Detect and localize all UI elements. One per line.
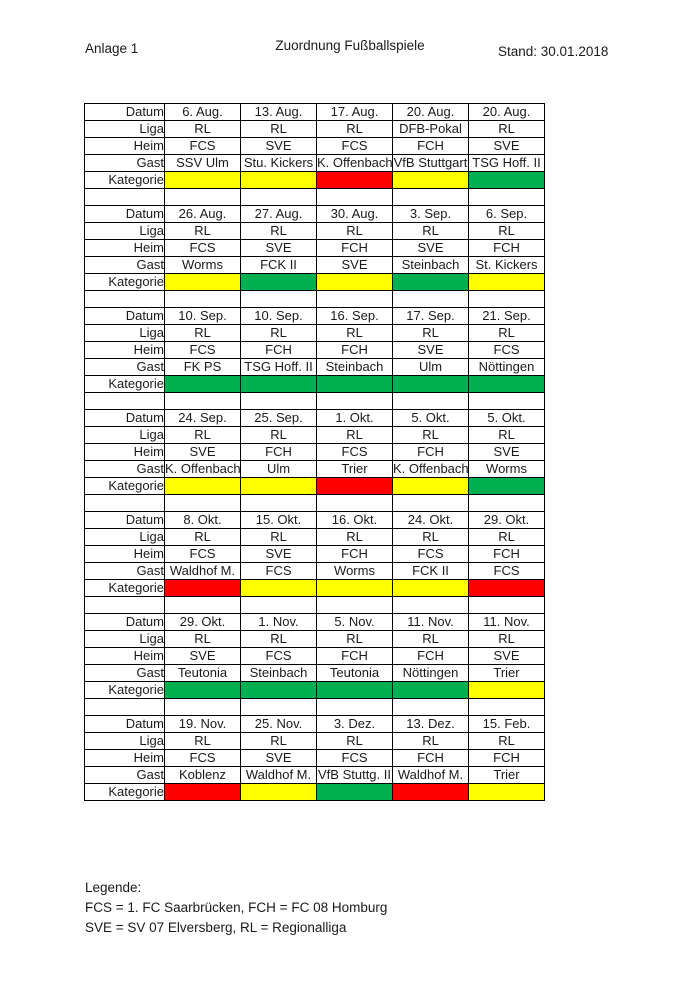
separator-cell bbox=[317, 393, 393, 410]
row-label-heim: Heim bbox=[85, 444, 165, 461]
datum-cell: 21. Sep. bbox=[469, 308, 545, 325]
liga-cell: RL bbox=[241, 733, 317, 750]
gast-cell: Worms bbox=[317, 563, 393, 580]
liga-cell: RL bbox=[469, 631, 545, 648]
liga-cell: RL bbox=[469, 733, 545, 750]
separator-cell bbox=[241, 699, 317, 716]
separator-cell bbox=[393, 291, 469, 308]
schedule-row-heim bbox=[85, 444, 545, 461]
liga-cell: RL bbox=[469, 529, 545, 546]
datum-cell: 29. Okt. bbox=[469, 512, 545, 529]
datum-cell: 5. Nov. bbox=[317, 614, 393, 631]
liga-cell: RL bbox=[393, 631, 469, 648]
kategorie-cell bbox=[317, 580, 393, 597]
schedule-row-kategorie bbox=[85, 784, 545, 801]
heim-cell: FCH bbox=[393, 750, 469, 767]
kategorie-cell bbox=[241, 478, 317, 495]
liga-cell: RL bbox=[469, 325, 545, 342]
kategorie-cell bbox=[165, 274, 241, 291]
heim-cell: SVE bbox=[393, 342, 469, 359]
liga-cell: RL bbox=[241, 631, 317, 648]
gast-cell: Steinbach bbox=[317, 359, 393, 376]
schedule-row-datum bbox=[85, 104, 545, 121]
kategorie-cell bbox=[317, 274, 393, 291]
gast-cell: Stu. Kickers bbox=[241, 155, 317, 172]
row-label-kategorie: Kategorie bbox=[85, 682, 165, 699]
datum-cell: 27. Aug. bbox=[241, 206, 317, 223]
schedule-row-gast bbox=[85, 767, 545, 784]
separator-cell bbox=[317, 291, 393, 308]
kategorie-cell bbox=[317, 784, 393, 801]
liga-cell: RL bbox=[165, 529, 241, 546]
separator-cell bbox=[165, 393, 241, 410]
gast-cell: Steinbach bbox=[241, 665, 317, 682]
liga-cell: RL bbox=[165, 121, 241, 138]
datum-cell: 26. Aug. bbox=[165, 206, 241, 223]
datum-cell: 6. Aug. bbox=[165, 104, 241, 121]
kategorie-cell bbox=[165, 580, 241, 597]
schedule-row-liga bbox=[85, 223, 545, 240]
row-label-datum: Datum bbox=[85, 512, 165, 529]
datum-cell: 24. Okt. bbox=[393, 512, 469, 529]
kategorie-cell bbox=[393, 274, 469, 291]
separator-cell bbox=[241, 291, 317, 308]
schedule-row-heim bbox=[85, 546, 545, 563]
heim-cell: FCS bbox=[165, 138, 241, 155]
separator-cell bbox=[165, 699, 241, 716]
kategorie-cell bbox=[165, 784, 241, 801]
gast-cell: FCS bbox=[241, 563, 317, 580]
schedule-row-kategorie bbox=[85, 682, 545, 699]
datum-cell: 13. Aug. bbox=[241, 104, 317, 121]
liga-cell: RL bbox=[469, 121, 545, 138]
row-label-kategorie: Kategorie bbox=[85, 172, 165, 189]
liga-cell: RL bbox=[469, 427, 545, 444]
kategorie-cell bbox=[469, 376, 545, 393]
row-label-gast: Gast bbox=[85, 563, 165, 580]
heim-cell: FCH bbox=[317, 342, 393, 359]
row-label-gast: Gast bbox=[85, 665, 165, 682]
heim-cell: FCH bbox=[241, 342, 317, 359]
datum-cell: 16. Okt. bbox=[317, 512, 393, 529]
datum-cell: 29. Okt. bbox=[165, 614, 241, 631]
kategorie-cell bbox=[393, 172, 469, 189]
datum-cell: 1. Okt. bbox=[317, 410, 393, 427]
separator-row bbox=[85, 393, 545, 410]
liga-cell: RL bbox=[165, 733, 241, 750]
datum-cell: 16. Sep. bbox=[317, 308, 393, 325]
row-label-heim: Heim bbox=[85, 546, 165, 563]
separator-cell bbox=[85, 393, 165, 410]
gast-cell: K. Offenbach bbox=[393, 461, 469, 476]
separator-cell bbox=[317, 495, 393, 512]
separator-cell bbox=[241, 393, 317, 410]
heim-cell: SVE bbox=[241, 240, 317, 257]
heim-cell: FCH bbox=[317, 240, 393, 257]
kategorie-cell bbox=[393, 784, 469, 801]
datum-cell: 15. Feb. bbox=[469, 716, 545, 733]
gast-cell: Steinbach bbox=[393, 257, 469, 274]
separator-cell bbox=[85, 495, 165, 512]
row-label-datum: Datum bbox=[85, 410, 165, 427]
heim-cell: SVE bbox=[469, 648, 545, 665]
gast-cell: Waldhof M. bbox=[241, 767, 317, 784]
separator-cell bbox=[469, 291, 545, 308]
gast-cell: Nöttingen bbox=[469, 359, 545, 376]
separator-cell bbox=[165, 189, 241, 206]
separator-cell bbox=[241, 189, 317, 206]
schedule-row-datum bbox=[85, 308, 545, 325]
row-label-heim: Heim bbox=[85, 138, 165, 155]
legend-line: FCS = 1. FC Saarbrücken, FCH = FC 08 Homburg bbox=[85, 900, 388, 915]
kategorie-cell bbox=[469, 784, 545, 801]
gast-cell: FCK II bbox=[393, 563, 469, 580]
row-label-gast: Gast bbox=[85, 461, 165, 478]
kategorie-cell bbox=[165, 376, 241, 393]
heim-cell: SVE bbox=[393, 240, 469, 257]
separator-cell bbox=[85, 699, 165, 716]
schedule-row-heim bbox=[85, 750, 545, 767]
schedule-row-datum bbox=[85, 512, 545, 529]
row-label-heim: Heim bbox=[85, 648, 165, 665]
separator-cell bbox=[469, 699, 545, 716]
separator-cell bbox=[85, 291, 165, 308]
separator-cell bbox=[241, 495, 317, 512]
kategorie-cell bbox=[317, 478, 393, 495]
separator-cell bbox=[469, 189, 545, 206]
gast-cell: K. Offenbach bbox=[165, 461, 241, 476]
kategorie-cell bbox=[241, 682, 317, 699]
row-label-heim: Heim bbox=[85, 750, 165, 767]
liga-cell: RL bbox=[469, 223, 545, 240]
heim-cell: FCH bbox=[317, 648, 393, 665]
row-label-gast: Gast bbox=[85, 155, 165, 172]
liga-cell: RL bbox=[317, 733, 393, 750]
row-label-gast: Gast bbox=[85, 257, 165, 274]
datum-cell: 25. Sep. bbox=[241, 410, 317, 427]
kategorie-cell bbox=[469, 682, 545, 699]
liga-cell: RL bbox=[241, 427, 317, 444]
kategorie-cell bbox=[317, 682, 393, 699]
kategorie-cell bbox=[469, 172, 545, 189]
schedule-row-liga bbox=[85, 529, 545, 546]
separator-cell bbox=[85, 597, 165, 614]
kategorie-cell bbox=[393, 478, 469, 495]
heim-cell: FCS bbox=[317, 750, 393, 767]
row-label-datum: Datum bbox=[85, 104, 165, 121]
schedule-row-datum bbox=[85, 614, 545, 631]
heim-cell: FCH bbox=[469, 240, 545, 257]
separator-cell bbox=[393, 699, 469, 716]
gast-cell: FK PS bbox=[165, 359, 241, 376]
separator-cell bbox=[469, 495, 545, 512]
separator-cell bbox=[393, 495, 469, 512]
liga-cell: RL bbox=[165, 631, 241, 648]
kategorie-cell bbox=[241, 274, 317, 291]
separator-cell bbox=[393, 393, 469, 410]
gast-cell: Ulm bbox=[393, 359, 469, 376]
heim-cell: FCH bbox=[317, 546, 393, 563]
liga-cell: RL bbox=[393, 223, 469, 240]
schedule-row-gast bbox=[85, 155, 545, 172]
annex-label: Anlage 1 bbox=[85, 41, 139, 56]
datum-cell: 6. Sep. bbox=[469, 206, 545, 223]
kategorie-cell bbox=[393, 682, 469, 699]
gast-cell: Trier bbox=[469, 767, 545, 784]
row-label-liga: Liga bbox=[85, 631, 165, 648]
heim-cell: FCS bbox=[165, 546, 241, 563]
schedule-row-heim bbox=[85, 648, 545, 665]
row-label-datum: Datum bbox=[85, 206, 165, 223]
gast-cell: SVE bbox=[317, 257, 393, 274]
schedule-row-datum bbox=[85, 206, 545, 223]
liga-cell: RL bbox=[393, 325, 469, 342]
datum-cell: 5. Okt. bbox=[393, 410, 469, 427]
kategorie-cell bbox=[393, 376, 469, 393]
heim-cell: SVE bbox=[469, 444, 545, 461]
gast-cell: VfB Stuttgart bbox=[393, 155, 468, 170]
separator-cell bbox=[317, 699, 393, 716]
kategorie-cell bbox=[165, 172, 241, 189]
row-label-datum: Datum bbox=[85, 308, 165, 325]
kategorie-cell bbox=[317, 376, 393, 393]
separator-row bbox=[85, 291, 545, 308]
gast-cell: Koblenz bbox=[165, 767, 241, 784]
separator-row bbox=[85, 699, 545, 716]
separator-cell bbox=[469, 597, 545, 614]
datum-cell: 17. Aug. bbox=[317, 104, 393, 121]
schedule-row-liga bbox=[85, 427, 545, 444]
kategorie-cell bbox=[393, 580, 469, 597]
liga-cell: RL bbox=[317, 121, 393, 138]
schedule-row-datum bbox=[85, 410, 545, 427]
row-label-gast: Gast bbox=[85, 359, 165, 376]
separator-cell bbox=[241, 597, 317, 614]
separator-cell bbox=[165, 495, 241, 512]
kategorie-cell bbox=[165, 478, 241, 495]
liga-cell: RL bbox=[241, 121, 317, 138]
heim-cell: SVE bbox=[165, 444, 241, 461]
gast-cell: Teutonia bbox=[165, 665, 241, 682]
row-label-heim: Heim bbox=[85, 240, 165, 257]
kategorie-cell bbox=[241, 172, 317, 189]
datum-cell: 8. Okt. bbox=[165, 512, 241, 529]
liga-cell: RL bbox=[241, 223, 317, 240]
heim-cell: FCS bbox=[165, 240, 241, 257]
datum-cell: 3. Sep. bbox=[393, 206, 469, 223]
schedule-row-liga bbox=[85, 631, 545, 648]
liga-cell: RL bbox=[165, 427, 241, 444]
datum-cell: 10. Sep. bbox=[241, 308, 317, 325]
row-label-gast: Gast bbox=[85, 767, 165, 784]
liga-cell: RL bbox=[165, 223, 241, 240]
separator-row bbox=[85, 189, 545, 206]
row-label-liga: Liga bbox=[85, 121, 165, 138]
liga-cell: RL bbox=[393, 733, 469, 750]
liga-cell: RL bbox=[317, 223, 393, 240]
heim-cell: FCH bbox=[469, 750, 545, 767]
datum-cell: 20. Aug. bbox=[393, 104, 469, 121]
schedule-row-heim bbox=[85, 342, 545, 359]
kategorie-cell bbox=[165, 682, 241, 699]
schedule-row-kategorie bbox=[85, 172, 545, 189]
liga-cell: DFB-Pokal bbox=[393, 121, 469, 138]
gast-cell: Waldhof M. bbox=[165, 563, 241, 580]
schedule-table bbox=[84, 103, 545, 801]
liga-cell: RL bbox=[393, 529, 469, 546]
row-label-kategorie: Kategorie bbox=[85, 784, 165, 801]
row-label-kategorie: Kategorie bbox=[85, 376, 165, 393]
row-label-datum: Datum bbox=[85, 716, 165, 733]
heim-cell: SVE bbox=[469, 138, 545, 155]
schedule-row-kategorie bbox=[85, 478, 545, 495]
legend-line: SVE = SV 07 Elversberg, RL = Regionalliga bbox=[85, 920, 347, 935]
kategorie-cell bbox=[469, 580, 545, 597]
datum-cell: 20. Aug. bbox=[469, 104, 545, 121]
schedule-row-liga bbox=[85, 121, 545, 138]
datum-cell: 3. Dez. bbox=[317, 716, 393, 733]
schedule-row-gast bbox=[85, 665, 545, 682]
gast-cell: TSG Hoff. II bbox=[241, 359, 317, 376]
row-label-liga: Liga bbox=[85, 223, 165, 240]
row-label-liga: Liga bbox=[85, 325, 165, 342]
gast-cell: Waldhof M. bbox=[393, 767, 469, 784]
datum-cell: 25. Nov. bbox=[241, 716, 317, 733]
page-title: Zuordnung Fußballspiele bbox=[275, 38, 425, 53]
gast-cell: Worms bbox=[165, 257, 241, 274]
heim-cell: FCH bbox=[393, 138, 469, 155]
row-label-kategorie: Kategorie bbox=[85, 478, 165, 495]
datum-cell: 10. Sep. bbox=[165, 308, 241, 325]
separator-cell bbox=[393, 597, 469, 614]
datum-cell: 1. Nov. bbox=[241, 614, 317, 631]
gast-cell: Ulm bbox=[241, 461, 317, 478]
schedule-table-container bbox=[84, 103, 545, 801]
row-label-liga: Liga bbox=[85, 529, 165, 546]
gast-cell: K. Offenbach bbox=[317, 155, 393, 170]
schedule-row-datum bbox=[85, 716, 545, 733]
datum-cell: 5. Okt. bbox=[469, 410, 545, 427]
row-label-datum: Datum bbox=[85, 614, 165, 631]
kategorie-cell bbox=[469, 274, 545, 291]
heim-cell: FCS bbox=[241, 648, 317, 665]
heim-cell: FCS bbox=[393, 546, 469, 563]
gast-cell: FCS bbox=[469, 563, 545, 580]
schedule-row-liga bbox=[85, 733, 545, 750]
liga-cell: RL bbox=[317, 325, 393, 342]
row-label-heim: Heim bbox=[85, 342, 165, 359]
separator-cell bbox=[317, 189, 393, 206]
schedule-row-kategorie bbox=[85, 274, 545, 291]
kategorie-cell bbox=[317, 172, 393, 189]
separator-cell bbox=[317, 597, 393, 614]
heim-cell: SVE bbox=[241, 750, 317, 767]
separator-row bbox=[85, 597, 545, 614]
liga-cell: RL bbox=[393, 427, 469, 444]
row-label-kategorie: Kategorie bbox=[85, 580, 165, 597]
heim-cell: FCS bbox=[165, 342, 241, 359]
heim-cell: FCS bbox=[165, 750, 241, 767]
legend-title: Legende: bbox=[85, 880, 142, 895]
gast-cell: SSV Ulm bbox=[165, 155, 241, 172]
row-label-liga: Liga bbox=[85, 733, 165, 750]
liga-cell: RL bbox=[317, 529, 393, 546]
row-label-kategorie: Kategorie bbox=[85, 274, 165, 291]
separator-cell bbox=[85, 189, 165, 206]
datum-cell: 11. Nov. bbox=[393, 614, 469, 631]
heim-cell: SVE bbox=[241, 546, 317, 563]
gast-cell: Trier bbox=[317, 461, 393, 478]
heim-cell: FCH bbox=[241, 444, 317, 461]
heim-cell: FCH bbox=[393, 444, 469, 461]
kategorie-cell bbox=[241, 784, 317, 801]
row-label-liga: Liga bbox=[85, 427, 165, 444]
kategorie-cell bbox=[241, 376, 317, 393]
liga-cell: RL bbox=[241, 325, 317, 342]
gast-cell: VfB Stuttg. II bbox=[318, 767, 391, 782]
gast-cell: FCK II bbox=[241, 257, 317, 274]
gast-cell: Trier bbox=[469, 665, 545, 682]
separator-cell bbox=[393, 189, 469, 206]
schedule-row-gast bbox=[85, 563, 545, 580]
separator-cell bbox=[469, 393, 545, 410]
separator-row bbox=[85, 495, 545, 512]
liga-cell: RL bbox=[317, 427, 393, 444]
datum-cell: 11. Nov. bbox=[469, 614, 545, 631]
separator-cell bbox=[165, 597, 241, 614]
datum-cell: 19. Nov. bbox=[165, 716, 241, 733]
date-stamp: Stand: 30.01.2018 bbox=[498, 44, 609, 59]
gast-cell: Nöttingen bbox=[393, 665, 469, 682]
heim-cell: FCS bbox=[317, 138, 393, 155]
liga-cell: RL bbox=[241, 529, 317, 546]
heim-cell: FCH bbox=[469, 546, 545, 563]
schedule-row-liga bbox=[85, 325, 545, 342]
legend bbox=[85, 878, 387, 938]
kategorie-cell bbox=[241, 580, 317, 597]
schedule-row-heim bbox=[85, 240, 545, 257]
datum-cell: 24. Sep. bbox=[165, 410, 241, 427]
gast-cell: St. Kickers bbox=[469, 257, 545, 274]
heim-cell: FCH bbox=[393, 648, 469, 665]
schedule-row-heim bbox=[85, 138, 545, 155]
schedule-row-gast bbox=[85, 257, 545, 274]
liga-cell: RL bbox=[165, 325, 241, 342]
datum-cell: 17. Sep. bbox=[393, 308, 469, 325]
datum-cell: 13. Dez. bbox=[393, 716, 469, 733]
heim-cell: SVE bbox=[165, 648, 241, 665]
schedule-row-gast bbox=[85, 461, 545, 478]
datum-cell: 30. Aug. bbox=[317, 206, 393, 223]
datum-cell: 15. Okt. bbox=[241, 512, 317, 529]
schedule-row-gast bbox=[85, 359, 545, 376]
kategorie-cell bbox=[469, 478, 545, 495]
schedule-row-kategorie bbox=[85, 580, 545, 597]
heim-cell: FCS bbox=[317, 444, 393, 461]
heim-cell: SVE bbox=[241, 138, 317, 155]
gast-cell: Teutonia bbox=[317, 665, 393, 682]
schedule-row-kategorie bbox=[85, 376, 545, 393]
gast-cell: Worms bbox=[469, 461, 545, 478]
heim-cell: FCS bbox=[469, 342, 545, 359]
gast-cell: TSG Hoff. II bbox=[469, 155, 545, 172]
separator-cell bbox=[165, 291, 241, 308]
liga-cell: RL bbox=[317, 631, 393, 648]
